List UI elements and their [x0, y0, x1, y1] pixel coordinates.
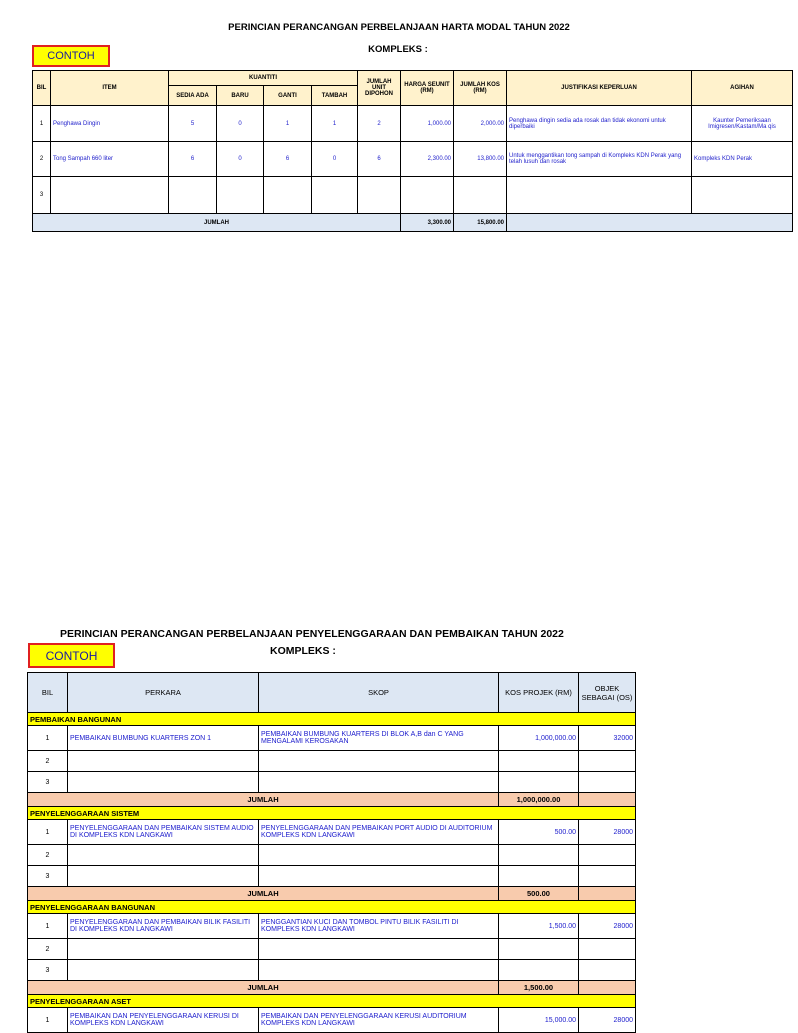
header-jumlah-kos: JUMLAH KOS (RM)	[454, 71, 507, 106]
cell-tambah	[312, 177, 358, 214]
cell-os	[579, 939, 636, 960]
total-row	[33, 214, 793, 232]
cell-bil: 1	[28, 1008, 68, 1033]
cell-bil: 2	[33, 142, 51, 177]
header-agihan: AGIHAN	[692, 71, 793, 106]
cell-jumlah-kos	[454, 177, 507, 214]
total-label: JUMLAH	[28, 793, 499, 807]
table-row	[28, 960, 636, 981]
cell-jumlah-unit: 2	[358, 106, 401, 142]
cell-sedia-ada	[169, 177, 217, 214]
cell-perkara	[68, 845, 259, 866]
cell-skop: PENYELENGGARAAN DAN PEMBAIKAN PORT AUDIO DI AUDITORIUM KOMPLEKS KDN LANGKAWI	[259, 820, 499, 845]
cell-skop	[259, 751, 499, 772]
doc1-title: PERINCIAN PERANCANGAN PERBELANJAAN HARTA MODAL TAHUN 2022	[228, 22, 570, 33]
cell-sedia-ada: 6	[169, 142, 217, 177]
cell-tambah: 1	[312, 106, 358, 142]
cell-jumlah-unit	[358, 177, 401, 214]
doc2-kompleks-label: KOMPLEKS :	[270, 645, 336, 657]
total-row	[28, 887, 636, 901]
total-empty	[579, 793, 636, 807]
cell-perkara	[68, 866, 259, 887]
section-title: PENYELENGGARAAN BANGUNAN	[28, 901, 636, 914]
table-row	[28, 845, 636, 866]
cell-bil: 3	[33, 177, 51, 214]
header-skop: SKOP	[259, 673, 499, 713]
cell-harga	[401, 177, 454, 214]
cell-item: Penghawa Dingin	[51, 106, 169, 142]
cell-kos	[499, 772, 579, 793]
cell-os	[579, 845, 636, 866]
cell-os: 28000	[579, 1008, 636, 1033]
cell-skop	[259, 845, 499, 866]
cell-jumlah-kos: 2,000.00	[454, 106, 507, 142]
section-title: PENYELENGGARAAN SISTEM	[28, 807, 636, 820]
cell-tambah: 0	[312, 142, 358, 177]
total-empty	[579, 887, 636, 901]
cell-skop: PEMBAIKAN BUMBUNG KUARTERS DI BLOK A,B dan C YANG MENGALAMI KEROSAKAN	[259, 726, 499, 751]
header-justifikasi: JUSTIFIKASI KEPERLUAN	[507, 71, 692, 106]
cell-agihan	[692, 177, 793, 214]
doc2-table	[27, 672, 636, 1033]
header-bil: BIL	[28, 673, 68, 713]
total-kos: 1,000,000.00	[499, 793, 579, 807]
table-row	[33, 142, 793, 177]
cell-harga: 1,000.00	[401, 106, 454, 142]
cell-kos	[499, 939, 579, 960]
header-kos: KOS PROJEK (RM)	[499, 673, 579, 713]
cell-bil: 3	[28, 772, 68, 793]
cell-harga: 2,300.00	[401, 142, 454, 177]
total-harga: 3,300.00	[401, 214, 454, 232]
table-row	[33, 106, 793, 142]
cell-baru: 0	[217, 106, 264, 142]
header-sedia-ada: SEDIA ADA	[169, 86, 217, 106]
cell-justifikasi	[507, 177, 692, 214]
section-title: PENYELENGGARAAN ASET	[28, 995, 636, 1008]
cell-bil: 1	[28, 914, 68, 939]
cell-perkara: PEMBAIKAN DAN PENYELENGGARAAN KERUSI DI KOMPLEKS KDN LANGKAWI	[68, 1008, 259, 1033]
total-kos: 1,500.00	[499, 981, 579, 995]
table-row	[28, 772, 636, 793]
header-bil: BIL	[33, 71, 51, 106]
doc1-kompleks-label: KOMPLEKS :	[368, 44, 428, 55]
cell-os: 28000	[579, 914, 636, 939]
total-kos: 15,800.00	[454, 214, 507, 232]
total-label: JUMLAH	[28, 981, 499, 995]
doc1-table	[32, 70, 793, 232]
cell-agihan: Kaunter Pemeriksaan Imigresen/Kastam/Ma qis	[692, 106, 793, 142]
total-empty	[507, 214, 793, 232]
cell-kos	[499, 960, 579, 981]
cell-os	[579, 866, 636, 887]
total-kos: 500.00	[499, 887, 579, 901]
header-ganti: GANTI	[264, 86, 312, 106]
cell-skop	[259, 866, 499, 887]
cell-item: Tong Sampah 660 liter	[51, 142, 169, 177]
table-row	[33, 177, 793, 214]
cell-kos	[499, 845, 579, 866]
total-label: JUMLAH	[28, 887, 499, 901]
cell-kos	[499, 751, 579, 772]
cell-kos: 15,000.00	[499, 1008, 579, 1033]
cell-bil: 1	[33, 106, 51, 142]
header-item: ITEM	[51, 71, 169, 106]
doc2-title: PERINCIAN PERANCANGAN PERBELANJAAN PENYELENGGARAAN DAN PEMBAIKAN TAHUN 2022	[60, 628, 564, 640]
table-row	[28, 914, 636, 939]
cell-bil: 2	[28, 751, 68, 772]
cell-bil: 1	[28, 726, 68, 751]
cell-baru	[217, 177, 264, 214]
total-label: JUMLAH	[33, 214, 401, 232]
cell-ganti	[264, 177, 312, 214]
cell-jumlah-kos: 13,800.00	[454, 142, 507, 177]
cell-sedia-ada: 5	[169, 106, 217, 142]
header-jumlah-unit: JUMLAH UNIT DIPOHON	[358, 71, 401, 106]
cell-ganti: 1	[264, 106, 312, 142]
cell-skop	[259, 960, 499, 981]
cell-os: 28000	[579, 820, 636, 845]
cell-perkara	[68, 960, 259, 981]
total-empty	[579, 981, 636, 995]
cell-kos: 1,500.00	[499, 914, 579, 939]
header-perkara: PERKARA	[68, 673, 259, 713]
cell-bil: 2	[28, 939, 68, 960]
cell-skop: PEMBAIKAN DAN PENYELENGGARAAN KERUSI AUDITORIUM KOMPLEKS KDN LANGKAWI	[259, 1008, 499, 1033]
cell-justifikasi: Penghawa dingin sedia ada rosak dan tidak ekonomi untuk diperbaiki	[507, 106, 692, 142]
cell-jumlah-unit: 6	[358, 142, 401, 177]
cell-justifikasi: Untuk menggantikan tong sampah di Kompleks KDN Perak yang telah lusuh dan rosak	[507, 142, 692, 177]
cell-baru: 0	[217, 142, 264, 177]
cell-kos: 1,000,000.00	[499, 726, 579, 751]
cell-skop: PENGGANTIAN KUCI DAN TOMBOL PINTU BILIK FASILITI DI KOMPLEKS KDN LANGKAWI	[259, 914, 499, 939]
header-baru: BARU	[217, 86, 264, 106]
table-row	[28, 866, 636, 887]
cell-os	[579, 751, 636, 772]
cell-agihan: Kompleks KDN Perak	[692, 142, 793, 177]
cell-skop	[259, 939, 499, 960]
cell-perkara: PENYELENGGARAAN DAN PEMBAIKAN BILIK FASILITI DI KOMPLEKS KDN LANGKAWI	[68, 914, 259, 939]
cell-perkara	[68, 772, 259, 793]
cell-perkara	[68, 751, 259, 772]
cell-bil: 3	[28, 960, 68, 981]
cell-bil: 2	[28, 845, 68, 866]
cell-os	[579, 772, 636, 793]
cell-perkara: PENYELENGGARAAN DAN PEMBAIKAN SISTEM AUDIO DI KOMPLEKS KDN LANGKAWI	[68, 820, 259, 845]
cell-bil: 3	[28, 866, 68, 887]
cell-kos: 500.00	[499, 820, 579, 845]
doc1-contoh-badge: CONTOH	[32, 45, 110, 67]
header-tambah: TAMBAH	[312, 86, 358, 106]
total-row	[28, 981, 636, 995]
doc2-contoh-badge: CONTOH	[28, 643, 115, 668]
table-row	[28, 939, 636, 960]
header-kuantiti: KUANTITI	[169, 71, 358, 86]
table-row	[28, 726, 636, 751]
section-title: PEMBAIKAN BANGUNAN	[28, 713, 636, 726]
table-row	[28, 751, 636, 772]
cell-bil: 1	[28, 820, 68, 845]
cell-skop	[259, 772, 499, 793]
total-row	[28, 793, 636, 807]
cell-perkara	[68, 939, 259, 960]
cell-perkara: PEMBAIKAN BUMBUNG KUARTERS ZON 1	[68, 726, 259, 751]
table-row	[28, 1008, 636, 1033]
cell-ganti: 6	[264, 142, 312, 177]
cell-kos	[499, 866, 579, 887]
cell-os: 32000	[579, 726, 636, 751]
cell-item	[51, 177, 169, 214]
header-harga: HARGA SEUNIT (RM)	[401, 71, 454, 106]
header-objek: OBJEK SEBAGAI (OS)	[579, 673, 636, 713]
table-row	[28, 820, 636, 845]
cell-os	[579, 960, 636, 981]
